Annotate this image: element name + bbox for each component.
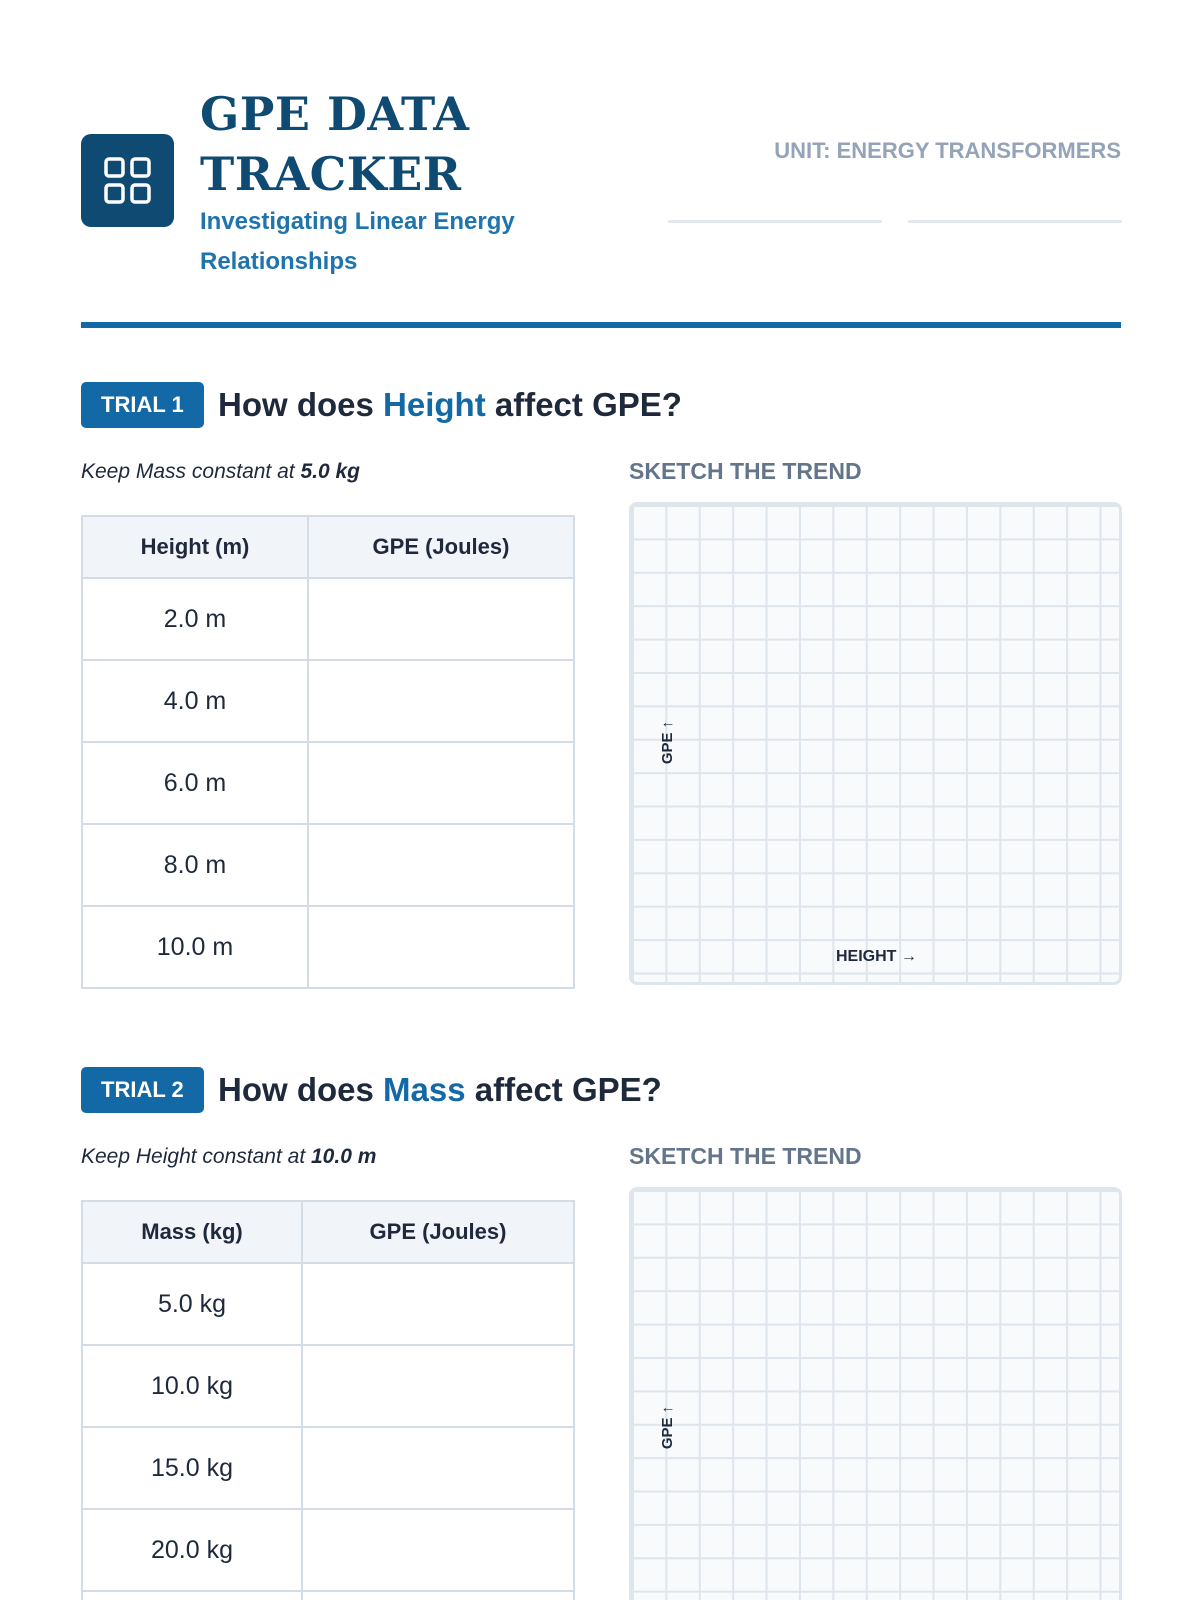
table-row	[82, 906, 574, 988]
gpe-input-cell[interactable]	[308, 906, 574, 988]
gpe-input-cell[interactable]	[308, 824, 574, 906]
page-header	[81, 84, 1121, 284]
table-header-row	[82, 516, 574, 578]
sketch-label: SKETCH THE TREND	[629, 458, 862, 484]
table-row	[82, 824, 574, 906]
date-field-line[interactable]	[908, 220, 1122, 223]
question-variable: Height	[383, 386, 486, 423]
table-row	[82, 1263, 574, 1345]
gpe-input-cell[interactable]	[308, 578, 574, 660]
gpe-input-cell[interactable]	[308, 742, 574, 824]
unit-label: UNIT: ENERGY TRANSFORMERS	[774, 138, 1121, 163]
table-cell: 20.0 kg	[82, 1509, 302, 1591]
trial-question	[218, 1067, 662, 1113]
table-cell: 10.0 m	[82, 906, 308, 988]
table-cell	[82, 1591, 302, 1600]
page-title: GPE DATA TRACKER	[200, 87, 470, 201]
logo	[81, 134, 174, 227]
column-header: GPE (Joules)	[308, 516, 574, 578]
table-cell: 8.0 m	[82, 824, 308, 906]
sketch-grid[interactable]	[629, 502, 1122, 985]
trial-instruction	[81, 460, 360, 484]
trial-question	[218, 382, 682, 428]
instruction-value: 10.0 m	[311, 1145, 377, 1168]
trial-instruction	[81, 1145, 376, 1169]
table-cell: 10.0 kg	[82, 1345, 302, 1427]
gpe-input-cell[interactable]	[302, 1509, 574, 1591]
header-divider	[81, 322, 1121, 328]
name-field-line[interactable]	[668, 220, 882, 223]
trial-badge: TRIAL 2	[81, 1067, 204, 1113]
table-row	[82, 1427, 574, 1509]
trial-badge: TRIAL 1	[81, 382, 204, 428]
sketch-label: SKETCH THE TREND	[629, 1143, 862, 1169]
question-text: How does	[218, 1071, 384, 1108]
sketch-grid[interactable]	[629, 1187, 1122, 1600]
instruction-text: Keep Mass constant at	[81, 460, 301, 483]
table-cell: 6.0 m	[82, 742, 308, 824]
question-text: affect GPE?	[465, 1071, 662, 1108]
table-cell: 5.0 kg	[82, 1263, 302, 1345]
grid-apps-icon	[104, 157, 151, 204]
gpe-input-cell[interactable]	[302, 1345, 574, 1427]
table-cell: 15.0 kg	[82, 1427, 302, 1509]
column-header: GPE (Joules)	[302, 1201, 574, 1263]
table-row	[82, 1591, 574, 1600]
table-row	[82, 742, 574, 824]
table-row	[82, 660, 574, 742]
x-axis-label: HEIGHT →	[836, 948, 917, 965]
question-text: affect GPE?	[485, 386, 682, 423]
column-header: Height (m)	[82, 516, 308, 578]
table-header-row	[82, 1201, 574, 1263]
table-cell: 4.0 m	[82, 660, 308, 742]
gpe-input-cell[interactable]	[302, 1263, 574, 1345]
trial-1-table	[81, 515, 575, 989]
gpe-input-cell[interactable]	[302, 1427, 574, 1509]
page-subtitle: Investigating Linear Energy Relationships	[200, 208, 515, 275]
table-row	[82, 1345, 574, 1427]
table-row	[82, 1509, 574, 1591]
instruction-value: 5.0 kg	[300, 460, 361, 483]
gpe-input-cell[interactable]	[308, 660, 574, 742]
instruction-text: Keep Height constant at	[81, 1145, 311, 1168]
trial-2-table	[81, 1200, 575, 1600]
question-variable: Mass	[383, 1071, 466, 1108]
gpe-input-cell[interactable]	[302, 1591, 574, 1600]
column-header: Mass (kg)	[82, 1201, 302, 1263]
table-row	[82, 578, 574, 660]
y-axis-label: GPE ↑	[659, 720, 677, 765]
y-axis-label: GPE ↑	[659, 1405, 677, 1450]
table-cell: 2.0 m	[82, 578, 308, 660]
question-text: How does	[218, 386, 384, 423]
